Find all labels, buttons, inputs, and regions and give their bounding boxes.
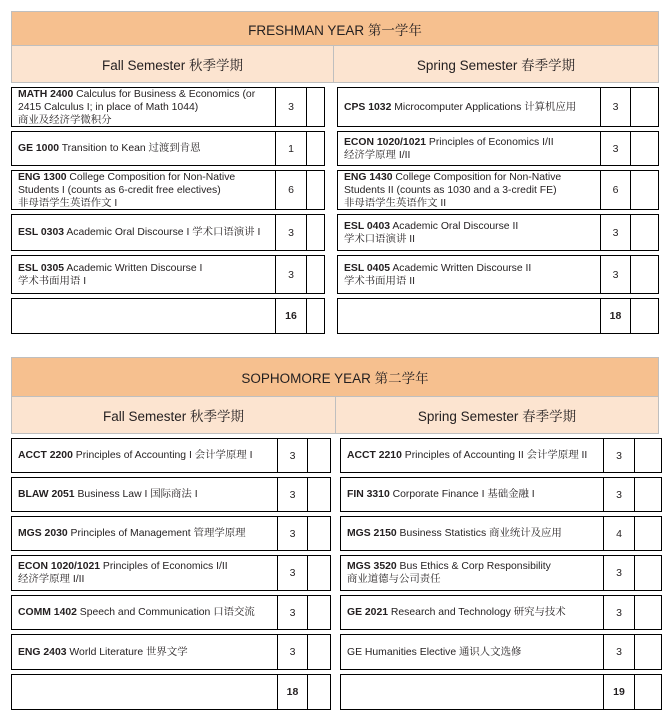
blank-cell: [635, 595, 662, 630]
course-cell: [11, 214, 276, 251]
total-row: [11, 674, 331, 710]
course-code: ECON 1020/1021: [344, 136, 427, 148]
sophomore-fall-heading: Fall Semester 秋季学期: [11, 397, 336, 434]
course-title: Academic Written Discourse II: [390, 262, 532, 274]
course-code: ESL 0403: [344, 220, 391, 232]
course-code: ESL 0405: [344, 262, 391, 274]
course-code: ENG 2403: [18, 646, 67, 658]
course-row: [337, 170, 659, 210]
course-code: ESL 0305: [18, 262, 65, 274]
total-credits: 16: [276, 298, 307, 334]
course-cell: [11, 555, 278, 591]
course-title: Transition to Kean 过渡到肯恩: [59, 143, 201, 154]
course-title-chinese: 商业道德与公司责任: [347, 574, 441, 585]
course-credits: 3: [604, 438, 635, 473]
course-credits: 3: [601, 214, 631, 251]
course-code: MATH 2400: [18, 88, 74, 100]
course-credits: 6: [276, 170, 307, 210]
course-title: Principles of Economics I/II: [426, 136, 554, 148]
course-title: Calculus for Business & Economics (or 2415 Calculus I; in place of Math 1044): [18, 88, 256, 113]
course-code: MGS 2150: [347, 528, 397, 539]
course-cell: [337, 87, 601, 127]
course-cell: [11, 595, 278, 630]
course-title: Research and Technology 研究与技术: [388, 607, 566, 618]
course-cell: [11, 87, 276, 127]
course-row: [11, 438, 331, 473]
total-label-cell: [11, 298, 276, 334]
blank-cell: [631, 255, 659, 294]
course-cell: [340, 555, 604, 591]
course-title: Principles of Economics I/II: [100, 561, 228, 572]
blank-cell: [308, 555, 331, 591]
blank-cell: [631, 87, 659, 127]
course-row: [337, 87, 659, 127]
blank-cell: [631, 214, 659, 251]
course-cell: [340, 438, 604, 473]
blank-cell: [307, 87, 325, 127]
total-label-cell: [340, 674, 604, 710]
course-title: Academic Oral Discourse I 学术口语演讲 I: [64, 227, 261, 238]
course-title-chinese: 非母语学生英语作文 I: [18, 197, 118, 209]
course-row: [11, 477, 331, 512]
course-title: Business Law I 国际商法 I: [74, 489, 198, 500]
total-row: [11, 298, 325, 334]
course-title: Bus Ethics & Corp Responsibility: [396, 561, 551, 572]
course-title: Microcomputer Applications 计算机应用: [391, 101, 577, 113]
freshman-spring-column: [337, 83, 659, 334]
course-credits: 3: [604, 634, 635, 670]
sophomore-spring-heading: Spring Semester 春季学期: [336, 397, 659, 434]
course-row: [340, 438, 662, 473]
course-credits: 3: [278, 595, 308, 630]
course-row: [340, 516, 662, 551]
course-title: Business Statistics 商业统计及应用: [396, 528, 562, 539]
sophomore-spring-column: [340, 434, 662, 710]
total-row: [340, 674, 662, 710]
course-title: College Composition for Non-Native Students II (counts as 1030 and a 3-credit FE): [344, 171, 562, 196]
blank-cell: [631, 170, 659, 210]
course-title: Principles of Management 管理学原理: [67, 528, 246, 539]
course-cell: [337, 214, 601, 251]
course-title-chinese: 学术书面用语 I: [18, 275, 87, 287]
course-row: [11, 87, 325, 127]
course-title: GE Humanities Elective 通识人文选修: [347, 646, 522, 658]
course-title: Principles of Accounting II 会计学原理 II: [401, 450, 588, 461]
course-credits: 3: [278, 634, 308, 670]
blank-cell: [308, 438, 331, 473]
course-row: [11, 214, 325, 251]
course-cell: [337, 255, 601, 294]
course-title-chinese: 商业及经济学微积分: [18, 114, 112, 126]
course-code: CPS 1032: [344, 101, 392, 113]
course-cell: [340, 595, 604, 630]
freshman-spring-heading: Spring Semester 春季学期: [334, 46, 659, 83]
sophomore-year-table: [11, 357, 659, 710]
course-code: ENG 1300: [18, 171, 67, 183]
course-title-chinese: 经济学原理 I/II: [344, 149, 411, 161]
course-cell: [337, 170, 601, 210]
course-row: [11, 255, 325, 294]
course-cell: [11, 438, 278, 473]
total-label-cell: [337, 298, 601, 334]
course-title: Academic Oral Discourse II: [390, 220, 519, 232]
course-code: MGS 3520: [347, 561, 397, 572]
course-row: [11, 131, 325, 166]
course-cell: [337, 131, 601, 166]
total-credits: 18: [601, 298, 631, 334]
course-code: FIN 3310: [347, 489, 390, 500]
course-cell: [11, 516, 278, 551]
course-code: COMM 1402: [18, 607, 77, 618]
total-credits: 18: [278, 674, 308, 710]
course-title: World Literature 世界文学: [66, 646, 188, 658]
course-code: BLAW 2051: [18, 489, 75, 500]
course-row: [340, 595, 662, 630]
course-code: MGS 2030: [18, 528, 68, 539]
total-label-cell: [11, 674, 278, 710]
course-credits: 3: [276, 87, 307, 127]
course-cell: [11, 477, 278, 512]
blank-cell: [635, 516, 662, 551]
course-title: Corporate Finance I 基础金融 I: [389, 489, 535, 500]
course-row: [340, 555, 662, 591]
course-title: Speech and Communication 口语交流: [76, 607, 255, 618]
sophomore-year-title: SOPHOMORE YEAR 第二学年: [11, 357, 659, 397]
course-row: [337, 214, 659, 251]
course-title: Principles of Accounting I 会计学原理 I: [72, 450, 253, 461]
course-row: [11, 516, 331, 551]
course-cell: [340, 516, 604, 551]
blank-cell: [635, 674, 662, 710]
course-code: ECON 1020/1021: [18, 561, 101, 572]
course-title: Academic Written Discourse I: [64, 262, 203, 274]
course-credits: 3: [601, 255, 631, 294]
course-row: [11, 634, 331, 670]
course-credits: 3: [604, 595, 635, 630]
blank-cell: [307, 255, 325, 294]
course-credits: 4: [604, 516, 635, 551]
blank-cell: [307, 131, 325, 166]
blank-cell: [308, 516, 331, 551]
blank-cell: [308, 674, 331, 710]
course-credits: 3: [601, 87, 631, 127]
blank-cell: [635, 477, 662, 512]
course-row: [11, 595, 331, 630]
total-row: [337, 298, 659, 334]
blank-cell: [308, 595, 331, 630]
course-credits: 3: [278, 438, 308, 473]
freshman-year-table: [11, 11, 659, 334]
course-credits: 3: [604, 477, 635, 512]
course-credits: 1: [276, 131, 307, 166]
course-row: [340, 477, 662, 512]
course-code: GE 2021: [347, 607, 389, 618]
blank-cell: [307, 170, 325, 210]
course-row: [11, 170, 325, 210]
course-code: ACCT 2210: [347, 450, 402, 461]
course-title-chinese: 非母语学生英语作文 II: [344, 197, 447, 209]
freshman-fall-column: [11, 83, 325, 334]
course-row: [340, 634, 662, 670]
blank-cell: [631, 131, 659, 166]
course-credits: 3: [604, 555, 635, 591]
course-row: [337, 255, 659, 294]
course-credits: 6: [601, 170, 631, 210]
blank-cell: [635, 634, 662, 670]
course-cell: [11, 131, 276, 166]
blank-cell: [308, 634, 331, 670]
blank-cell: [631, 298, 659, 334]
blank-cell: [307, 298, 325, 334]
course-title: College Composition for Non-Native Students I (counts as 6-credit free electives): [18, 171, 236, 196]
course-cell: [11, 170, 276, 210]
course-title-chinese: 经济学原理 I/II: [18, 574, 85, 585]
course-title-chinese: 学术口语演讲 II: [344, 233, 416, 245]
course-credits: 3: [278, 555, 308, 591]
course-credits: 3: [276, 255, 307, 294]
course-row: [11, 555, 331, 591]
course-title-chinese: 学术书面用语 II: [344, 275, 416, 287]
blank-cell: [307, 214, 325, 251]
freshman-fall-heading: Fall Semester 秋季学期: [11, 46, 334, 83]
course-cell: [340, 477, 604, 512]
course-credits: 3: [278, 477, 308, 512]
blank-cell: [635, 555, 662, 591]
blank-cell: [635, 438, 662, 473]
course-code: GE 1000: [18, 143, 60, 154]
total-credits: 19: [604, 674, 635, 710]
course-row: [337, 131, 659, 166]
course-cell: [11, 255, 276, 294]
course-code: ENG 1430: [344, 171, 393, 183]
course-code: ACCT 2200: [18, 450, 73, 461]
course-cell: [11, 634, 278, 670]
course-code: ESL 0303: [18, 227, 65, 238]
course-credits: 3: [601, 131, 631, 166]
blank-cell: [308, 477, 331, 512]
course-credits: 3: [276, 214, 307, 251]
sophomore-fall-column: [11, 434, 331, 710]
course-credits: 3: [278, 516, 308, 551]
freshman-year-title: FRESHMAN YEAR 第一学年: [11, 11, 659, 46]
course-cell: [340, 634, 604, 670]
